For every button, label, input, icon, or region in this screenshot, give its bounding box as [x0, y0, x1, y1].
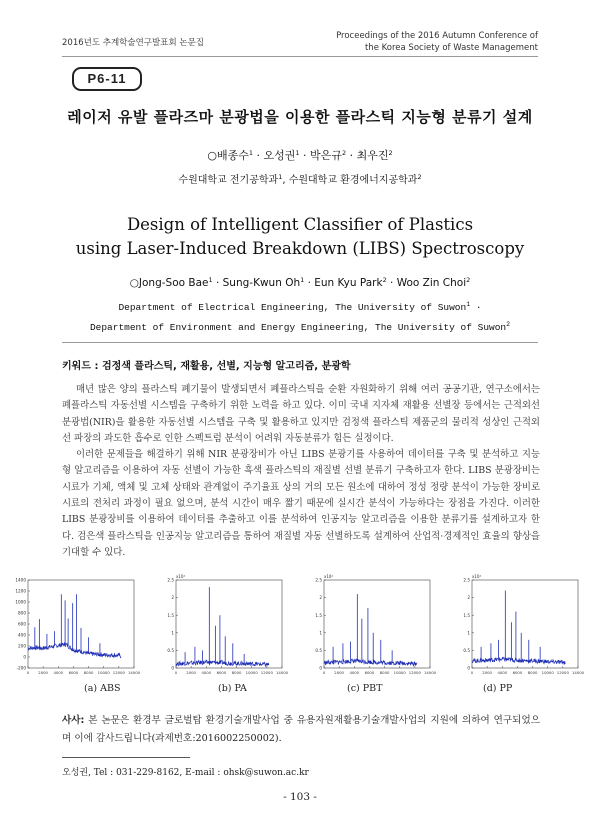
x-tick-label: 8000	[527, 670, 538, 675]
author-ko: 오성권$^1$ ·	[263, 149, 311, 162]
x-tick-label: 10000	[245, 670, 258, 675]
spectrum-line	[472, 657, 565, 664]
x-tick-label: 4000	[201, 670, 212, 675]
y-tick-label: 2.5	[463, 577, 470, 583]
y-tick-label: 1000	[15, 599, 26, 605]
y-tick-label: 0	[319, 665, 322, 671]
affiliation-english	[0, 296, 600, 336]
x-tick-label: 4000	[349, 670, 360, 675]
x-tick-label: 8000	[379, 670, 390, 675]
title-korean: 레이저 유발 플라즈마 분광법을 이용한 플라스틱 지능형 분류기 설계	[67, 108, 533, 126]
x-tick-label: 6000	[512, 670, 523, 675]
figure-caption-abs: (a) ABS	[84, 683, 121, 694]
x-tick-label: 8000	[231, 670, 242, 675]
x-tick-label: 2000	[186, 670, 196, 675]
footnote-rule	[62, 757, 190, 758]
y-tick-label: 0.5	[167, 648, 174, 653]
y-tick-label: 2.5	[315, 577, 322, 583]
spectra-figure	[8, 572, 592, 680]
spectrum-chart-abs	[10, 572, 141, 680]
spectrum-line	[28, 643, 121, 658]
header-right-line2: the Korea Society of Waste Management	[364, 43, 538, 53]
y-tick-label: -200	[16, 665, 26, 671]
spectrum-chart-pbt	[306, 572, 437, 680]
author-ko: 박은규$^2$ ·	[310, 149, 357, 162]
plot-frame	[472, 580, 578, 668]
y-tick-label: 0	[171, 665, 174, 671]
figure-caption-pp: (d) PP	[483, 683, 513, 694]
authors-korean	[0, 147, 600, 163]
x-tick-label: 12000	[260, 670, 273, 675]
y-tick-label: 2	[171, 595, 174, 601]
y-tick-label: 400	[18, 632, 26, 638]
proceedings-header-left: 2016년도 추계학술연구발표회 논문집	[62, 38, 204, 48]
x-tick-label: 0	[322, 670, 326, 675]
y-tick-label: 0.5	[463, 648, 470, 653]
y-tick-label: 1400	[15, 577, 26, 583]
header-right-line1: Proceedings of the 2016 Autumn Conference of	[336, 31, 538, 41]
x-tick-label: 12000	[112, 670, 125, 675]
authors-english	[0, 276, 600, 289]
y-tick-label: 800	[18, 610, 26, 616]
section-rule	[62, 342, 538, 343]
acknowledgement-text: 본 논문은 환경부 글로벌탑 환경기술개발사업 중 유용자원재활용기술개발사업의 지원에 의하여 연구되었으며 이에 감사드립니다(과제번호:2016002250002).	[62, 715, 540, 744]
x-tick-label: 12000	[408, 670, 421, 675]
x-tick-label: 2000	[334, 670, 344, 675]
title-english-line1: Design of Intelligent Classifier of Plastics	[126, 215, 474, 234]
plot-frame	[324, 580, 430, 668]
x-tick-label: 10000	[393, 670, 406, 675]
x-tick-label: 14000	[127, 670, 141, 675]
y-exponent-label: x10⁴	[324, 574, 334, 579]
spectrum-chart-pa	[158, 572, 289, 680]
x-tick-label: 10000	[541, 670, 554, 675]
author-en: ○Jong-Soo Bae$^1$ ·	[129, 276, 223, 289]
figure-caption-pa: (b) PA	[218, 683, 247, 694]
y-tick-label: 2	[467, 595, 470, 601]
author-ko: 최우진$^2$	[356, 149, 393, 162]
y-tick-label: 1	[319, 630, 322, 636]
spectrum-chart-pp	[454, 572, 585, 680]
author-ko: ○배종수$^1$ ·	[207, 149, 264, 162]
y-tick-label: 1.5	[315, 612, 322, 618]
x-tick-label: 10000	[97, 670, 110, 675]
x-tick-label: 4000	[53, 670, 64, 675]
keywords: 키워드 : 검정색 플라스틱, 재활용, 선별, 지능형 알고리즘, 분광학	[62, 361, 351, 372]
y-tick-label: 1.5	[167, 612, 174, 618]
x-tick-label: 0	[26, 670, 30, 675]
acknowledgement-label: 사사:	[62, 715, 85, 726]
header-rule	[62, 56, 538, 57]
y-tick-label: 1.5	[463, 612, 470, 618]
spectrum-line	[324, 659, 417, 666]
x-tick-label: 14000	[571, 670, 585, 675]
plot-frame	[176, 580, 282, 668]
title-english	[0, 213, 600, 261]
affiliation-english-line1: Department of Electrical Engineering, The University of Suwon$^1$ ·	[118, 301, 482, 313]
y-tick-label: 0	[23, 654, 26, 660]
abstract-body	[62, 382, 540, 561]
x-tick-label: 6000	[216, 670, 227, 675]
body-paragraph: 매년 많은 양의 플라스틱 폐기물이 발생되면서 폐플라스틱을 순환 자원화하기 위해 여러 공공기관, 연구소에서는 폐플라스틱 자동선별 시스템을 구축하기 위한 노력을 하고 있다. 이미 국내 지자체 재활용 선별장 등에서는 근적외선 분광법(NIR)을 활용한 자동선별 시스템을 구축 및 활용하고 있지만 검정색 플라스틱 제품군의 물리적 성상인 근적외선 파장의 과도한 흡수로 인한 스펙트럼 분석이 어려워 자동분류가 힘든 실정이다.	[62, 384, 540, 444]
y-tick-label: 1	[467, 630, 470, 636]
x-tick-label: 14000	[275, 670, 289, 675]
spectrum-line	[176, 660, 269, 666]
body-paragraph: 이러한 문제들을 해결하기 위해 NIR 분광장비가 아닌 LIBS 분광기를 사용하여 데이터를 구축 및 분석하고 지능형 알고리즘을 이용하여 자동 선별이 가능한 흑색 플라스틱의 재질별 선별 분류기 구축하고자 한다. LIBS 분광장비는 시료가 기체, 액체 및 고체 상태와 관계없이 주기율표 상의 거의 모든 원소에 대하여 정성 정량 분석이 가능한 장비로 시료의 전처리 과정이 필요 없으며, 분석 시간이 매우 짧기 때문에 실시간 분석이 가능하다는 장점을 가진다. 이러한 LIBS 분광장비를 이용하여 데이터를 추출하고 이를 분석하여 인공지능 알고리즘을 이용한 분류기를 설계하고자 한다. 검은색 플라스틱을 인공지능 알고리즘을 통하여 재질별 자동 선별하도록 설계하여 산업적·경제적인 효율의 향상을 기대할 수 있다.	[62, 449, 540, 558]
x-tick-label: 6000	[364, 670, 375, 675]
author-en: Eun Kyu Park$^2$ ·	[314, 276, 397, 289]
y-tick-label: 1	[171, 630, 174, 636]
y-tick-label: 600	[18, 621, 26, 627]
title-english-line2: using Laser-Induced Breakdown (LIBS) Spectroscopy	[75, 239, 525, 258]
page-number: - 103 -	[283, 791, 317, 803]
affiliation-korean: 수원대학교 전기공학과$^1$, 수원대학교 환경에너지공학과$^2$	[178, 173, 422, 186]
y-tick-label: 2	[319, 595, 322, 601]
author-en: Sung-Kwun $Oh^1$ ·	[222, 276, 315, 289]
author-en: Woo Zin Choi$^2$	[396, 276, 471, 289]
y-exponent-label: x10⁴	[176, 574, 186, 579]
footnote-contact: 오성권, Tel : 031-229-8162, E-mail : ohsk@suwon.ac.kr	[62, 768, 309, 778]
affiliation-english-line2: Department of Environment and Energy Engineering, The University of Suwon$^2$	[89, 321, 511, 333]
x-tick-label: 2000	[38, 670, 48, 675]
y-tick-label: 1200	[15, 588, 26, 594]
y-exponent-label: x10⁴	[472, 574, 482, 579]
x-tick-label: 0	[174, 670, 178, 675]
y-tick-label: 200	[18, 643, 26, 649]
y-tick-label: 0	[467, 665, 470, 671]
x-tick-label: 8000	[83, 670, 94, 675]
x-tick-label: 14000	[423, 670, 437, 675]
proceedings-header-right	[336, 30, 538, 54]
x-tick-label: 4000	[497, 670, 508, 675]
y-tick-label: 0.5	[315, 648, 322, 653]
x-tick-label: 6000	[68, 670, 79, 675]
x-tick-label: 0	[470, 670, 474, 675]
figure-caption-pbt: (c) PBT	[347, 683, 383, 694]
y-tick-label: 2.5	[167, 577, 174, 583]
x-tick-label: 12000	[556, 670, 569, 675]
x-tick-label: 2000	[482, 670, 492, 675]
acknowledgement	[62, 712, 540, 748]
paper-id-badge: P6-11	[72, 67, 142, 91]
